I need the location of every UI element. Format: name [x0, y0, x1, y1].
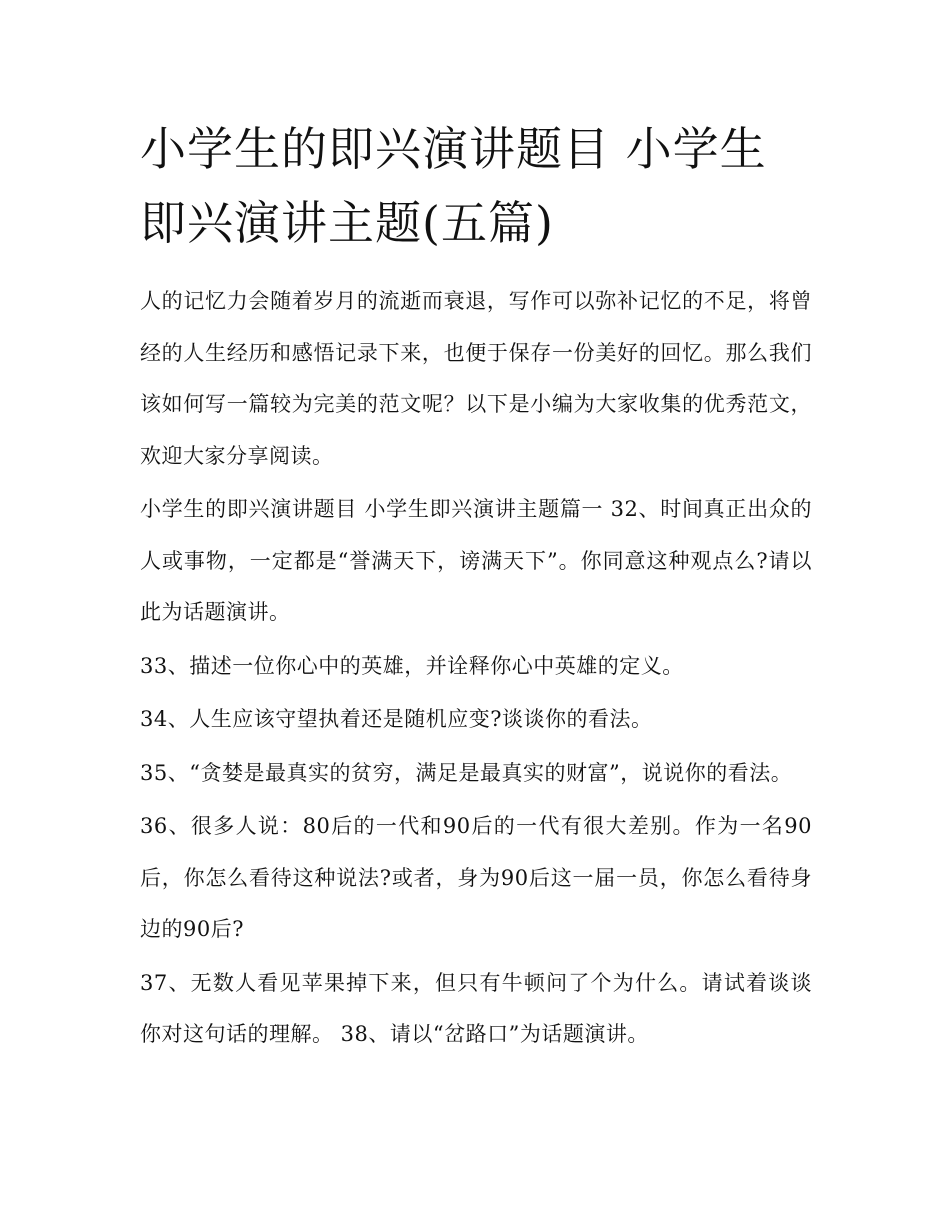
topic-paragraph-33: 33、描述一位你心中的英雄，并诠释你心中英雄的定义。	[140, 653, 684, 678]
topic-paragraph-35: 35、“贪婪是最真实的贫穷，满足是最真实的财富”，说说你的看法。	[140, 760, 793, 785]
topic-paragraph-32: 小学生的即兴演讲题目 小学生即兴演讲主题篇一 32、时间真正出众的人或事物，一定都是“誉满天下，谤满天下”。你同意这种观点么?请以此为话题演讲。	[140, 497, 812, 624]
topic-paragraph-34: 34、人生应该守望执着还是随机应变?谈谈你的看法。	[140, 707, 653, 731]
topic-paragraph-37-38: 37、无数人看见苹果掉下来，但只有牛顿问了个为什么。请试着谈谈你对这句话的理解。 38、请以“岔路口”为话题演讲。	[140, 970, 812, 1046]
document-body	[140, 112, 812, 1063]
intro-paragraph: 人的记忆力会随着岁月的流逝而衰退，写作可以弥补记忆的不足，将曾经的人生经历和感悟记录下来，也便于保存一份美好的回忆。那么我们该如何写一篇较为完美的范文呢？以下是小编为大家收集的优秀范文，欢迎大家分享阅读。	[140, 289, 812, 468]
topic-paragraph-36: 36、很多人说：80后的一代和90后的一代有很大差别。作为一名90后，你怎么看待这种说法?或者，身为90后这一届一员，你怎么看待身边的90后?	[140, 814, 812, 941]
document-title: 小学生的即兴演讲题目 小学生即兴演讲主题(五篇)	[140, 122, 767, 250]
